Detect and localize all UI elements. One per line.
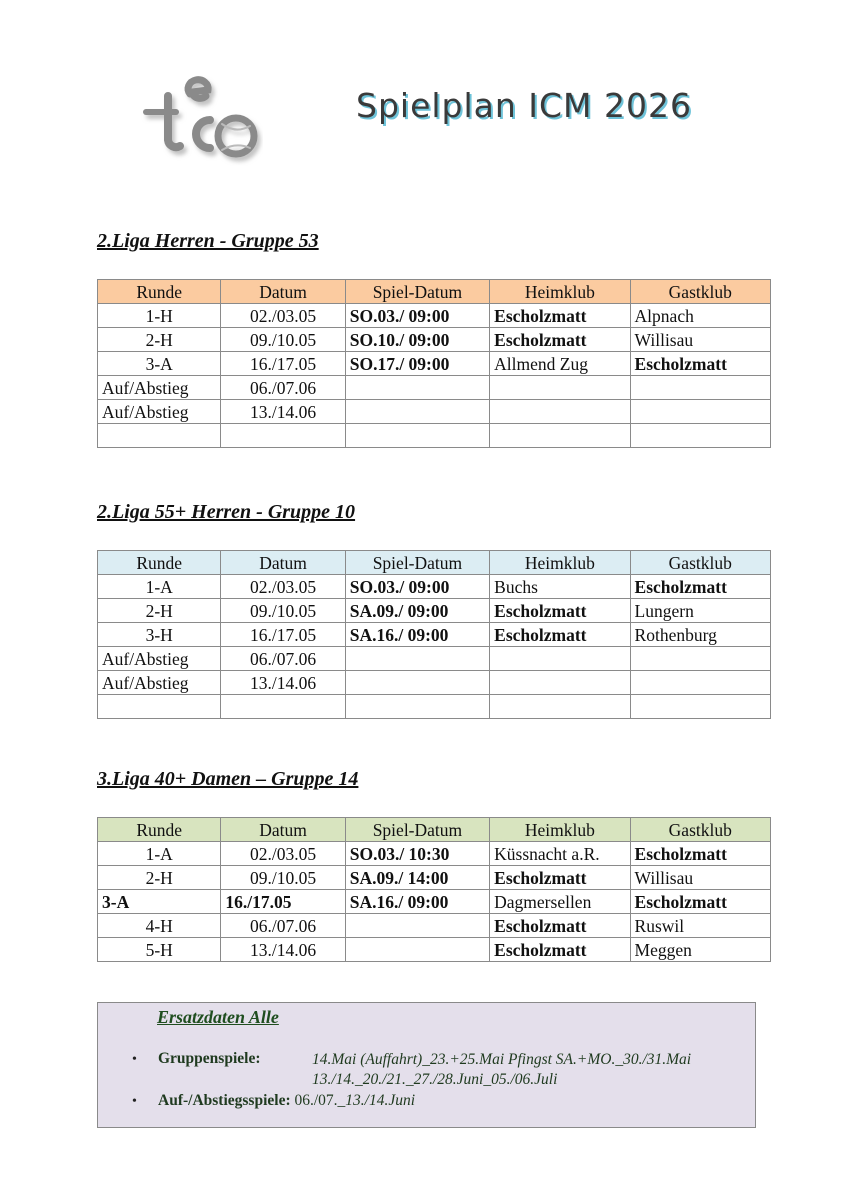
table-row: [98, 328, 771, 352]
cell-gastklub: [630, 695, 770, 719]
col-header-heimklub: Heimklub: [490, 280, 630, 304]
cell-datum: 16./17.05: [221, 623, 345, 647]
cell-datum: 16./17.05: [221, 890, 345, 914]
cell-spiel-datum: SO.03./ 10:30: [345, 842, 489, 866]
cell-heimklub: [490, 376, 630, 400]
cell-heimklub: [490, 647, 630, 671]
cell-datum: 09./10.05: [221, 866, 345, 890]
cell-spiel-datum: SO.10./ 09:00: [345, 328, 489, 352]
cell-heimklub: Escholzmatt: [490, 328, 630, 352]
cell-gastklub: Ruswil: [630, 914, 770, 938]
cell-gastklub: Escholzmatt: [630, 842, 770, 866]
ersatzdaten-title: Ersatzdaten Alle: [157, 1007, 279, 1027]
table-row: [98, 304, 771, 328]
cell-runde: 3-H: [98, 623, 221, 647]
cell-spiel-datum: [345, 938, 489, 962]
cell-heimklub: Buchs: [490, 575, 630, 599]
cell-runde: 3-A: [98, 890, 221, 914]
table-row: [98, 866, 771, 890]
table-header-row: [98, 280, 771, 304]
table-row: [98, 695, 771, 719]
cell-datum: 02./03.05: [221, 304, 345, 328]
cell-spiel-datum: [345, 376, 489, 400]
cell-datum: 06./07.06: [221, 376, 345, 400]
table-row: [98, 890, 771, 914]
ersatzdaten-box: [97, 1002, 756, 1128]
cell-gastklub: Rothenburg: [630, 623, 770, 647]
table-header-row: [98, 818, 771, 842]
ersatz-value-plain: 06./07.: [294, 1092, 338, 1109]
cell-gastklub: Meggen: [630, 938, 770, 962]
cell-runde: 1-H: [98, 304, 221, 328]
cell-gastklub: Willisau: [630, 328, 770, 352]
table-row: [98, 647, 771, 671]
col-header-spiel-datum: Spiel-Datum: [345, 551, 489, 575]
cell-spiel-datum: [345, 695, 489, 719]
cell-gastklub: Escholzmatt: [630, 575, 770, 599]
cell-spiel-datum: SA.09./ 09:00: [345, 599, 489, 623]
section-title-herren-53: 2.Liga Herren - Gruppe 53: [97, 230, 319, 252]
table-row: [98, 914, 771, 938]
cell-heimklub: [490, 695, 630, 719]
cell-runde: [98, 424, 221, 448]
cell-gastklub: Escholzmatt: [630, 352, 770, 376]
cell-spiel-datum: SO.17./ 09:00: [345, 352, 489, 376]
cell-runde: Auf/Abstieg: [98, 647, 221, 671]
cell-datum: 06./07.06: [221, 647, 345, 671]
cell-heimklub: Escholzmatt: [490, 599, 630, 623]
cell-runde: [98, 695, 221, 719]
cell-datum: [221, 424, 345, 448]
ersatz-item-gruppenspiele: [132, 1050, 260, 1068]
col-header-spiel-datum: Spiel-Datum: [345, 280, 489, 304]
cell-datum: 09./10.05: [221, 328, 345, 352]
cell-spiel-datum: [345, 400, 489, 424]
cell-runde: Auf/Abstieg: [98, 376, 221, 400]
cell-gastklub: Willisau: [630, 866, 770, 890]
ersatz-label: Auf-/Abstiegsspiele:: [158, 1092, 291, 1109]
cell-gastklub: Escholzmatt: [630, 890, 770, 914]
cell-heimklub: Escholzmatt: [490, 914, 630, 938]
cell-heimklub: Allmend Zug: [490, 352, 630, 376]
col-header-runde: Runde: [98, 280, 221, 304]
table-row: [98, 623, 771, 647]
cell-heimklub: Escholzmatt: [490, 623, 630, 647]
cell-datum: 09./10.05: [221, 599, 345, 623]
cell-spiel-datum: [345, 424, 489, 448]
cell-gastklub: [630, 376, 770, 400]
schedule-table-herren-53: [97, 279, 771, 448]
table-row: [98, 400, 771, 424]
cell-runde: 2-H: [98, 328, 221, 352]
cell-heimklub: Escholzmatt: [490, 938, 630, 962]
bullet-icon: •: [132, 1094, 137, 1109]
section-title-herren-55-plus: 2.Liga 55+ Herren - Gruppe 10: [97, 501, 356, 523]
cell-datum: [221, 695, 345, 719]
cell-runde: 2-H: [98, 866, 221, 890]
bullet-icon: •: [132, 1052, 137, 1067]
cell-gastklub: [630, 671, 770, 695]
cell-heimklub: [490, 424, 630, 448]
cell-runde: 1-A: [98, 575, 221, 599]
cell-gastklub: Alpnach: [630, 304, 770, 328]
col-header-gastklub: Gastklub: [630, 551, 770, 575]
ersatz-value-italic: _13./14.Juni: [337, 1092, 416, 1109]
col-header-runde: Runde: [98, 818, 221, 842]
col-header-runde: Runde: [98, 551, 221, 575]
col-header-datum: Datum: [221, 818, 345, 842]
schedule-table-herren-55-plus: [97, 550, 771, 719]
page-title: Spielplan ICM 2026: [356, 86, 692, 125]
cell-heimklub: Dagmersellen: [490, 890, 630, 914]
table-row: [98, 376, 771, 400]
cell-gastklub: [630, 400, 770, 424]
cell-spiel-datum: [345, 914, 489, 938]
col-header-heimklub: Heimklub: [490, 551, 630, 575]
cell-gastklub: [630, 424, 770, 448]
col-header-gastklub: Gastklub: [630, 818, 770, 842]
ersatz-dates-line: 14.Mai (Auffahrt)_23.+25.Mai Pfingst SA.+MO._30./31.Mai: [312, 1051, 692, 1068]
cell-runde: 1-A: [98, 842, 221, 866]
schedule-table-damen-40-plus: [97, 817, 771, 962]
table-row: [98, 599, 771, 623]
table-header-row: [98, 551, 771, 575]
cell-datum: 13./14.06: [221, 400, 345, 424]
col-header-heimklub: Heimklub: [490, 818, 630, 842]
cell-spiel-datum: SO.03./ 09:00: [345, 575, 489, 599]
cell-spiel-datum: SA.16./ 09:00: [345, 623, 489, 647]
table-row: [98, 352, 771, 376]
table-row: [98, 842, 771, 866]
cell-spiel-datum: [345, 671, 489, 695]
cell-datum: 13./14.06: [221, 938, 345, 962]
club-logo: [138, 66, 263, 166]
table-row: [98, 671, 771, 695]
cell-spiel-datum: [345, 647, 489, 671]
ersatz-item-auf-abstieg: [132, 1092, 415, 1110]
cell-datum: 02./03.05: [221, 842, 345, 866]
cell-runde: Auf/Abstieg: [98, 400, 221, 424]
cell-gastklub: [630, 647, 770, 671]
table-row: [98, 424, 771, 448]
cell-runde: Auf/Abstieg: [98, 671, 221, 695]
col-header-gastklub: Gastklub: [630, 280, 770, 304]
cell-heimklub: [490, 671, 630, 695]
cell-spiel-datum: SA.09./ 14:00: [345, 866, 489, 890]
col-header-datum: Datum: [221, 551, 345, 575]
cell-runde: 2-H: [98, 599, 221, 623]
ersatz-dates-line: 13./14._20./21._27./28.Juni_05./06.Juli: [312, 1071, 558, 1088]
cell-gastklub: Lungern: [630, 599, 770, 623]
cell-heimklub: Küssnacht a.R.: [490, 842, 630, 866]
cell-datum: 02./03.05: [221, 575, 345, 599]
cell-runde: 4-H: [98, 914, 221, 938]
cell-runde: 5-H: [98, 938, 221, 962]
ersatz-label: Gruppenspiele:: [158, 1050, 261, 1067]
table-row: [98, 938, 771, 962]
cell-heimklub: [490, 400, 630, 424]
cell-heimklub: Escholzmatt: [490, 304, 630, 328]
col-header-datum: Datum: [221, 280, 345, 304]
ersatz-gruppenspiele-dates: [312, 1050, 691, 1090]
cell-datum: 06./07.06: [221, 914, 345, 938]
table-row: [98, 575, 771, 599]
cell-spiel-datum: SA.16./ 09:00: [345, 890, 489, 914]
cell-spiel-datum: SO.03./ 09:00: [345, 304, 489, 328]
cell-heimklub: Escholzmatt: [490, 866, 630, 890]
section-title-damen-40-plus: 3.Liga 40+ Damen – Gruppe 14: [97, 768, 359, 790]
cell-datum: 16./17.05: [221, 352, 345, 376]
col-header-spiel-datum: Spiel-Datum: [345, 818, 489, 842]
cell-runde: 3-A: [98, 352, 221, 376]
cell-datum: 13./14.06: [221, 671, 345, 695]
